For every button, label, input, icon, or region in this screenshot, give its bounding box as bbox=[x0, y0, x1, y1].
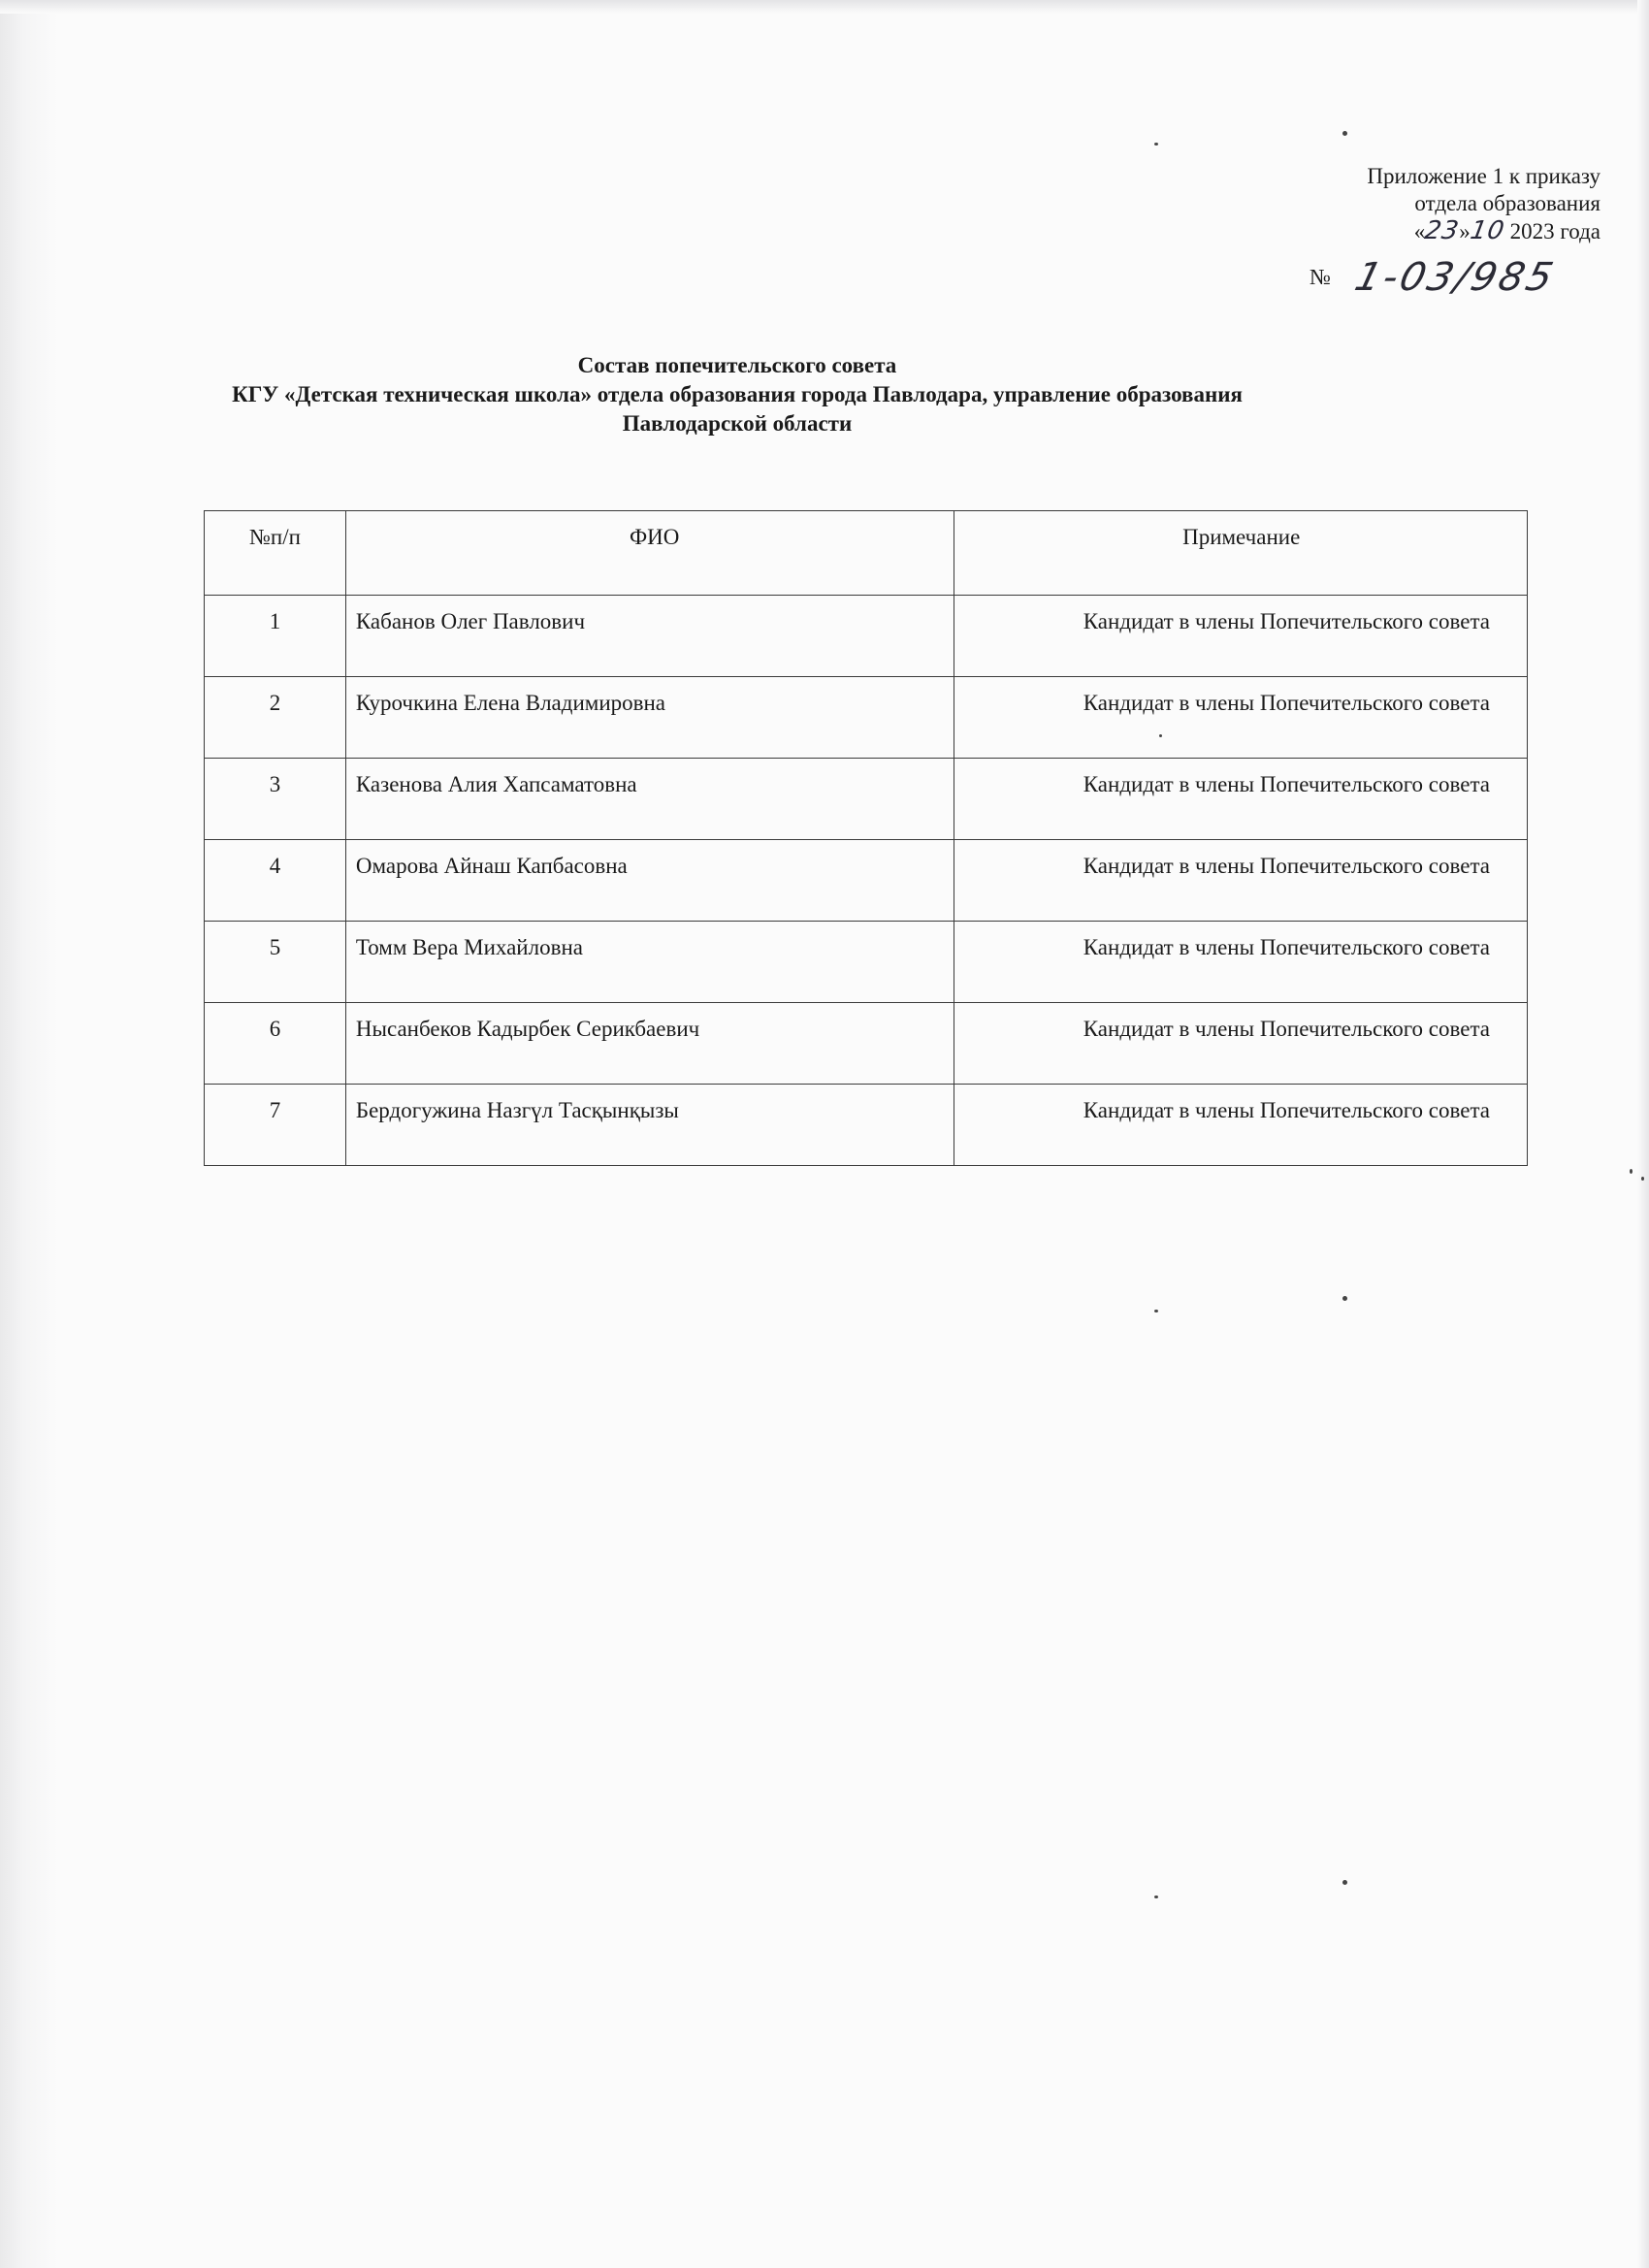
handwritten-day: 23 bbox=[1422, 216, 1462, 245]
title-line-2: КГУ «Детская техническая школа» отдела образования города Павлодара, управление образования bbox=[232, 382, 1243, 406]
board-members-table bbox=[204, 510, 1528, 1166]
row-num: 3 bbox=[205, 759, 346, 840]
table-row bbox=[205, 596, 1528, 677]
row-note: Кандидат в члены Попечительского совета bbox=[954, 1003, 1528, 1085]
row-name: Томм Вера Михайловна bbox=[345, 922, 954, 1003]
table-row bbox=[205, 840, 1528, 922]
row-note: Кандидат в члены Попечительского совета bbox=[954, 596, 1528, 677]
scan-speck bbox=[1154, 1895, 1158, 1898]
handwritten-month: 10 bbox=[1468, 216, 1507, 245]
annex-line-1: Приложение 1 к приказу bbox=[1367, 164, 1600, 188]
scan-speck bbox=[1630, 1169, 1633, 1174]
row-num: 2 bbox=[205, 677, 346, 759]
row-note: Кандидат в члены Попечительского совета bbox=[954, 759, 1528, 840]
row-note: Кандидат в члены Попечительского совета bbox=[954, 840, 1528, 922]
row-num: 1 bbox=[205, 596, 346, 677]
scan-speck bbox=[1342, 1296, 1347, 1301]
header-name: ФИО bbox=[345, 511, 954, 596]
scan-speck bbox=[1154, 1310, 1158, 1312]
table-row bbox=[205, 677, 1528, 759]
row-note: Кандидат в члены Попечительского совета bbox=[954, 677, 1528, 759]
row-name: Омарова Айнаш Капбасовна bbox=[345, 840, 954, 922]
handwritten-order-number: 1-03/985 bbox=[1350, 255, 1561, 300]
date-year: 2023 года bbox=[1504, 219, 1600, 243]
number-sign: № bbox=[1310, 265, 1331, 289]
row-name: Казенова Алия Хапсаматовна bbox=[345, 759, 954, 840]
row-note: Кандидат в члены Попечительского совета bbox=[954, 1085, 1528, 1166]
title-line-1: Состав попечительского совета bbox=[577, 353, 897, 377]
table-header-row bbox=[205, 511, 1528, 596]
annex-block bbox=[1193, 163, 1600, 245]
table-row bbox=[205, 1085, 1528, 1166]
document-title bbox=[146, 351, 1649, 438]
annex-date-line bbox=[1193, 217, 1600, 245]
row-name: Нысанбеков Кадырбек Серикбаевич bbox=[345, 1003, 954, 1085]
header-num: №п/п bbox=[205, 511, 346, 596]
scan-speck bbox=[1342, 1880, 1347, 1885]
table-row bbox=[205, 922, 1528, 1003]
table-row bbox=[205, 759, 1528, 840]
scan-edge-right bbox=[1637, 0, 1649, 2268]
row-name: Бердогужина Назгүл Тасқынқызы bbox=[345, 1085, 954, 1166]
title-line-3: Павлодарской области bbox=[622, 411, 853, 436]
scan-speck bbox=[1159, 734, 1162, 737]
date-close-quote: » bbox=[1459, 219, 1471, 243]
row-name: Кабанов Олег Павлович bbox=[345, 596, 954, 677]
order-number-line bbox=[1310, 257, 1600, 306]
scan-edge-left bbox=[0, 0, 58, 2268]
row-note: Кандидат в члены Попечительского совета bbox=[954, 922, 1528, 1003]
date-open-quote: « bbox=[1413, 219, 1426, 243]
scan-speck bbox=[1342, 131, 1347, 136]
row-num: 4 bbox=[205, 840, 346, 922]
row-num: 6 bbox=[205, 1003, 346, 1085]
row-name: Курочкина Елена Владимировна bbox=[345, 677, 954, 759]
table-row bbox=[205, 1003, 1528, 1085]
row-num: 5 bbox=[205, 922, 346, 1003]
annex-line-2: отдела образования bbox=[1414, 191, 1600, 215]
header-note: Примечание bbox=[954, 511, 1528, 596]
row-num: 7 bbox=[205, 1085, 346, 1166]
scan-speck bbox=[1154, 143, 1158, 146]
scan-edge-top bbox=[0, 0, 1649, 14]
scan-speck bbox=[1641, 1177, 1644, 1181]
